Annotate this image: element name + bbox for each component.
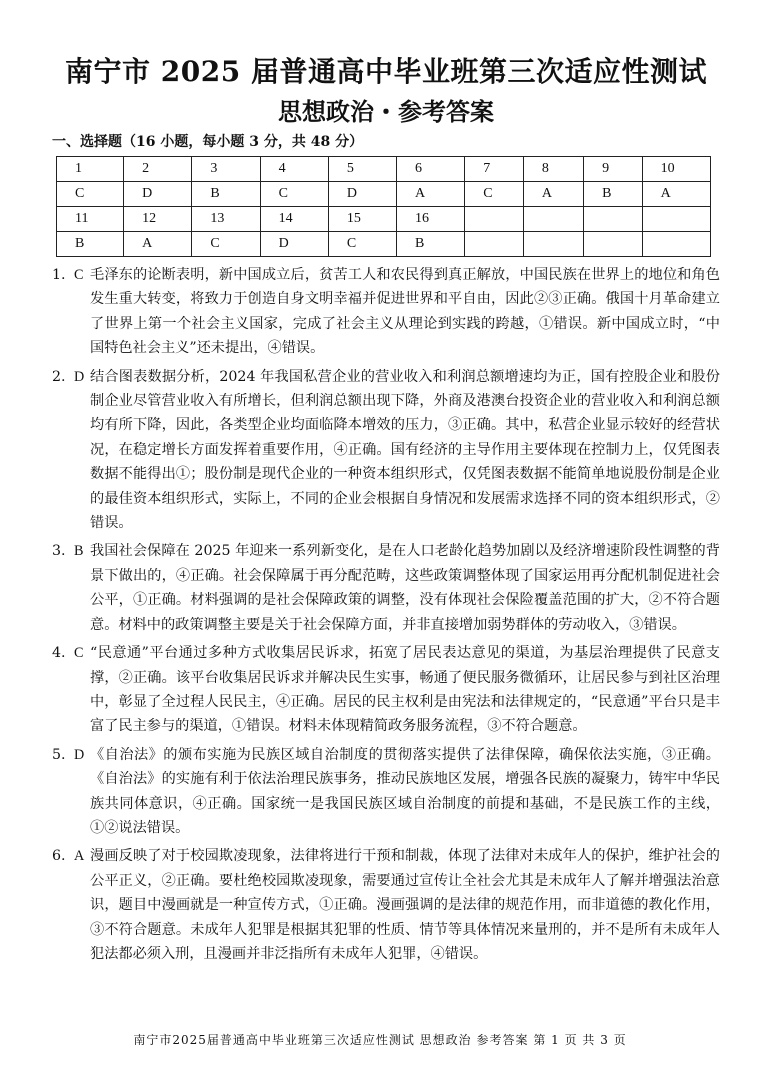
answer-table-cell: C bbox=[260, 182, 328, 207]
item-answer: D bbox=[74, 368, 85, 385]
item-number: 3. bbox=[52, 543, 66, 560]
item-number: 2. bbox=[52, 368, 66, 385]
answer-table-cell: A bbox=[124, 232, 192, 257]
item-answer: D bbox=[74, 746, 85, 763]
answer-table-cell bbox=[465, 232, 524, 257]
explanation-item bbox=[52, 844, 720, 966]
item-answer: B bbox=[74, 543, 84, 560]
item-explanation: 结合图表数据分析，2024 年我国私营企业的营业收入和利润总额增速均为正，国有控股企业和股份制企业尽管营业收入有所增长，但利润总额出现下降，外商及港澳台投资企业的营业收入和利润总额均有所下降，因此，各类型企业均面临降本增效的压力，③正确。其中，私营企业显示较好的经营状况，在稳定增长方面发挥着重要作用，④正确。国有经济的主导作用主要体现在控制力上，仅凭图表数据不能得出①；股份制是现代企业的一种资本组织形式，仅凭图表数据不能简单地说股份制是企业的最佳资本组织形式，实际上，不同的企业会根据自身情况和发展需求选择不同的资本组织形式，②错误。 bbox=[90, 368, 720, 532]
answer-table-cell: C bbox=[328, 232, 396, 257]
answer-table-cell: A bbox=[397, 182, 465, 207]
answer-table-cell bbox=[523, 207, 583, 232]
explanation-item bbox=[52, 641, 720, 739]
item-explanation: “民意通”平台通过多种方式收集居民诉求，拓宽了居民表达意见的渠道，为基层治理提供了民意支撑，②正确。该平台收集居民诉求并解决民生实事，畅通了便民服务微循环，让居民参与到社区治理中，彰显了全过程人民民主，④正确。居民的民主权利是由宪法和法律规定的，“民意通”平台只是丰富了民主参与的渠道，①错误。材料未体现精简政务服务流程，③不符合题意。 bbox=[90, 645, 720, 735]
item-number: 1. bbox=[52, 267, 66, 283]
item-number: 6. bbox=[52, 848, 66, 865]
answer-table-cell: 14 bbox=[260, 207, 328, 232]
answer-table-cell: B bbox=[57, 232, 124, 257]
answer-table-cell: 2 bbox=[124, 157, 192, 182]
item-explanation: 漫画反映了对于校园欺凌现象，法律将进行干预和制裁，体现了法律对未成年人的保护，维护社会的公平正义，②正确。要杜绝校园欺凌现象，需要通过宣传让全社会尤其是未成年人了解并增强法治意识，题目中漫画就是一种宣传方式，①正确。漫画强调的是法律的规范作用，而非道德的教化作用，③不符合题意。未成年人犯罪是根据其犯罪的性质、情节等具体情况来量刑的，并不是所有未成年人犯法都必须入刑，且漫画并非泛指所有未成年人犯罪，④错误。 bbox=[90, 848, 720, 962]
answer-table-cell: B bbox=[397, 232, 465, 257]
answer-table-cell bbox=[584, 232, 643, 257]
answer-table-cell: C bbox=[57, 182, 124, 207]
answer-table-row bbox=[57, 157, 711, 182]
page-subtitle: 思想政治・参考答案 bbox=[278, 97, 494, 126]
answer-table-cell bbox=[642, 207, 710, 232]
explanation-list bbox=[52, 263, 720, 966]
item-explanation: 毛泽东的论断表明，新中国成立后，贫苦工人和农民得到真正解放，中国民族在世界上的地位和角色发生重大转变，将致力于创造自身文明幸福并促进世界和平自由，因此②③正确。俄国十月革命建立了世界上第一个社会主义国家，完成了社会主义从理论到实践的跨越，①错误。新中国成立时，“中国特色社会主义”还未提出，④错误。 bbox=[90, 267, 720, 357]
answer-table bbox=[56, 156, 711, 257]
explanation-item bbox=[52, 539, 720, 637]
answer-table-row bbox=[57, 207, 711, 232]
answer-table-cell: D bbox=[260, 232, 328, 257]
answer-table-cell: B bbox=[584, 182, 643, 207]
answer-table-cell bbox=[642, 232, 710, 257]
answer-table-cell: B bbox=[192, 182, 260, 207]
answer-table-cell: A bbox=[642, 182, 710, 207]
answer-table-cell: 12 bbox=[124, 207, 192, 232]
explanation-item bbox=[52, 743, 720, 841]
answer-table-cell: 3 bbox=[192, 157, 260, 182]
answer-table-cell bbox=[465, 207, 524, 232]
answer-table-cell: D bbox=[328, 182, 396, 207]
page-footer: 南宁市2025届普通高中毕业班第三次适应性测试 思想政治 参考答案 第 1 页 共 3 页 bbox=[133, 1033, 627, 1047]
explanation-item bbox=[52, 365, 720, 536]
page-title: 南宁市 2025 届普通高中毕业班第三次适应性测试 bbox=[65, 55, 707, 88]
item-answer: C bbox=[74, 645, 84, 662]
answer-table-cell: 15 bbox=[328, 207, 396, 232]
answer-table-cell: A bbox=[523, 182, 583, 207]
answer-table-cell: 6 bbox=[397, 157, 465, 182]
answer-table-cell: 9 bbox=[584, 157, 643, 182]
item-answer: C bbox=[74, 267, 84, 283]
item-explanation: 《自治法》的颁布实施为民族区域自治制度的贯彻落实提供了法律保障，确保依法实施，③正确。《自治法》的实施有利于依法治理民族事务，推动民族地区发展，增强各民族的凝聚力，铸牢中华民族共同体意识，④正确。国家统一是我国民族区域自治制度的前提和基础，不是民族工作的主线，①②说法错误。 bbox=[90, 746, 720, 836]
answer-table-cell: 13 bbox=[192, 207, 260, 232]
answer-table-cell bbox=[523, 232, 583, 257]
item-number: 4. bbox=[52, 645, 66, 662]
explanation-item bbox=[52, 263, 720, 361]
answer-table-row bbox=[57, 232, 711, 257]
item-explanation: 我国社会保障在 2025 年迎来一系列新变化，是在人口老龄化趋势加剧以及经济增速阶段性调整的背景下做出的，④正确。社会保障属于再分配范畴，这些政策调整体现了国家运用再分配机制促进社会公平，①正确。材料强调的是社会保障政策的调整，没有体现社会保险覆盖范围的扩大，②不符合题意。材料中的政策调整主要是关于社会保障方面，并非直接增加弱势群体的劳动收入，③错误。 bbox=[90, 543, 720, 633]
answer-table-cell: D bbox=[124, 182, 192, 207]
answer-table-cell: 5 bbox=[328, 157, 396, 182]
answer-table-cell: 7 bbox=[465, 157, 524, 182]
answer-table-cell: C bbox=[465, 182, 524, 207]
answer-table-cell: C bbox=[192, 232, 260, 257]
answer-table-cell bbox=[584, 207, 643, 232]
answer-table-cell: 10 bbox=[642, 157, 710, 182]
answer-table-row bbox=[57, 182, 711, 207]
answer-table-cell: 8 bbox=[523, 157, 583, 182]
answer-table-cell: 16 bbox=[397, 207, 465, 232]
answer-table-cell: 1 bbox=[57, 157, 124, 182]
answer-table-cell: 4 bbox=[260, 157, 328, 182]
item-number: 5. bbox=[52, 746, 66, 763]
section-heading: 一、选择题（16 小题，每小题 3 分，共 48 分） bbox=[52, 134, 364, 150]
item-answer: A bbox=[74, 848, 85, 865]
answer-table-cell: 11 bbox=[57, 207, 124, 232]
